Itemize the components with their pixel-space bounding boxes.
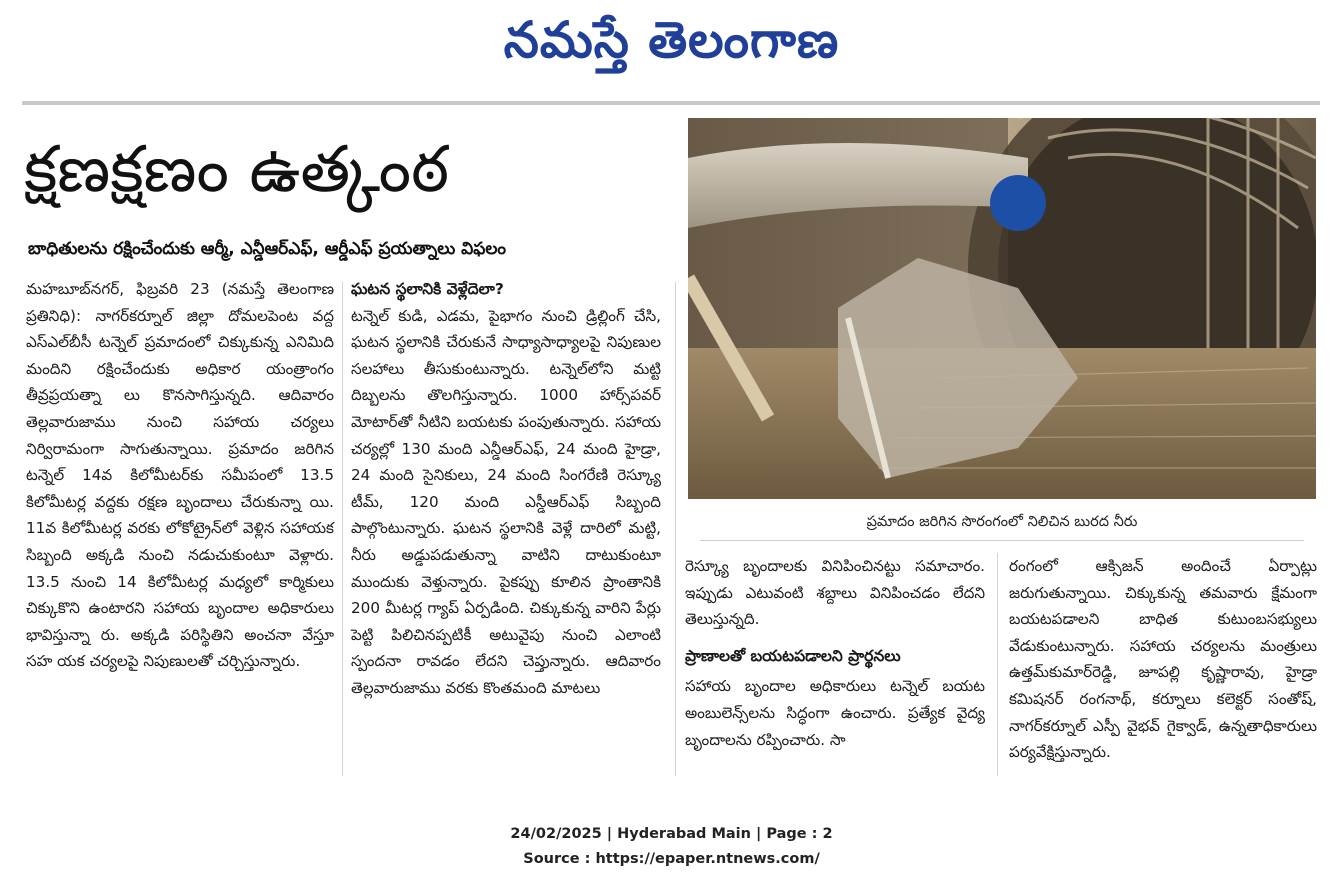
masthead-divider (22, 101, 1320, 105)
tunnel-photo (688, 118, 1316, 499)
column-divider (675, 282, 676, 776)
column-divider (997, 553, 998, 776)
article-subheadline: బాధితులను రక్షించేందుకు ఆర్మీ, ఎన్డీఆర్ఎఫ్, ఆర్డీఎఫ్ ప్రయత్నాలు విఫలం (28, 239, 506, 259)
column-3-text-1: రెస్క్యూ బృందాలకు వినిపించినట్టు సమాచారం. ఇప్పుడు ఎటువంటి శబ్దాలు వినిపించడం లేదని తెలుస్తున్నది. (685, 557, 985, 629)
column-2-heading: ఘటన స్థలానికి వెళ్లేదెలా? (351, 280, 504, 298)
article-column-4 (1009, 553, 1317, 766)
article-column-2 (351, 276, 661, 702)
column-2-text: టన్నెల్ కుడి, ఎడమ, పైభాగం నుంచి డ్రిల్లింగ్ చేసి, ఘటన స్థలానికి చేరుకునే సాధ్యాసాధ్యాలపై నిపుణుల సలహాలు తీసుకుంటున్నారు. టన్నెల్‌లోని మట్టి దిబ్బలను తొలగిస్తున్నారు. 1000 హార్స్‌పవర్ మోటార్‌తో నీటిని బయటకు పంపుతున్నారు. సహాయ చర్యల్లో 130 మంది ఎన్డీఆర్ఎఫ్, 24 మంది హైడ్రా, 24 మంది సైనికులు, 24 మంది సింగరేణి రెస్క్యూ టీమ్, 120 మంది ఎస్డీఆర్ఎఫ్ సిబ్బంది పాల్గొంటున్నారు. ఘటన స్థలానికి వెళ్లే దారిలో మట్టి, నీరు అడ్డుపడుతున్నా వాటిని దాటుకుంటూ ముందుకు వెళ్తున్నారు. పైకప్పు కూలిన ప్రాంతానికి 200 మీటర్ల గ్యాప్ ఏర్పడింది. చిక్కుకున్న వారిని పేర్లు పెట్టి పిలిచినప్పటికీ అటువైపు నుంచి ఎలాంటి స్పందనా రావడం లేదని చెప్తున్నారు. ఆదివారం తెల్లవారుజాము వరకు కొంతమంది మాటలు (351, 306, 661, 697)
article-headline: క్షణక్షణం ఉత్కంఠ (24, 133, 450, 207)
caption-divider (700, 540, 1304, 541)
masthead-logo: నమస్తే తెలంగాణ (503, 11, 840, 69)
photo-caption: ప్రమాదం జరిగిన సొరంగంలో నిలిచిన బురద నీరు (866, 514, 1138, 530)
article-column-1 (26, 276, 334, 675)
tunnel-photo-image (688, 118, 1316, 499)
edition-info: 24/02/2025 | Hyderabad Main | Page : 2 (510, 826, 833, 842)
article-column-3 (685, 553, 985, 753)
column-1-text: మహబూబ్‌నగర్, ఫిబ్రవరి 23 (నమస్తే తెలంగాణ ప్రతినిధి): నాగర్‌కర్నూల్ జిల్లా దోమలపెంట వద్ద ఎస్‌ఎల్‌బీసీ టన్నెల్ ప్రమాదంలో చిక్కుకున్న ఎనిమిది మందిని రక్షించేందుకు అధికార యంత్రాంగం తీవ్రప్రయత్నా లు కొనసాగిస్తున్నది. ఆదివారం తెల్లవారుజాము నుంచి సహాయ చర్యలు నిర్విరామంగా సాగుతున్నాయి. ప్రమాదం జరిగిన టన్నెల్ 14వ కిలోమీటర్‌కు సమీపంలో 13.5 కిలోమీటర్ల వద్దకు రక్షణ బృందాలు చేరుకున్నా యి. 11వ కిలోమీటర్ల వరకు లోకోట్రైన్‌లో వెళ్లిన సహాయక సిబ్బంది అక్కడి నుంచి నడుచుకుంటూ వెళ్లారు. 13.5 నుంచి 14 కిలోమీటర్ల మధ్యలో కార్మికులు చిక్కుకొని ఉంటారని సహాయ బృందాల అధికారులు భావిస్తున్నా రు. అక్కడి పరిస్థితిని అంచనా వేస్తూ సహ యక చర్యలపై నిపుణులతో చర్చిస్తున్నారు. (26, 280, 334, 671)
column-3-heading: ప్రాణాలతో బయటపడాలని ప్రార్థనలు (685, 646, 901, 665)
column-3-text-2: సహాయ బృందాల అధికారులు టన్నెల్ బయట అంబులెన్స్‌లను సిద్ధంగా ఉంచారు. ప్రత్యేక వైద్య బృందాలను రప్పించారు. సా (685, 677, 985, 749)
source-link[interactable]: Source : https://epaper.ntnews.com/ (523, 851, 820, 867)
column-4-text: రంగంలో ఆక్సిజన్ అందించే ఏర్పాట్లు జరుగుతున్నాయి. చిక్కుకున్న తమవారు క్షేమంగా బయటపడాలని బాధిత కుటుంబసభ్యులు వేడుకుంటున్నారు. సహాయ చర్యలను మంత్రులు ఉత్తమ్‌కుమార్‌రెడ్డి, జూపల్లి కృష్ణారావు, హైడ్రా కమిషనర్ రంగనాథ్, కర్నూలు కలెక్టర్ సంతోష్, నాగర్‌కర్నూల్ ఎస్పీ వైభవ్ గైక్వాడ్, ఉన్నతాధికారులు పర్యవేక్షిస్తున్నారు. (1009, 557, 1317, 762)
column-divider (342, 282, 343, 776)
